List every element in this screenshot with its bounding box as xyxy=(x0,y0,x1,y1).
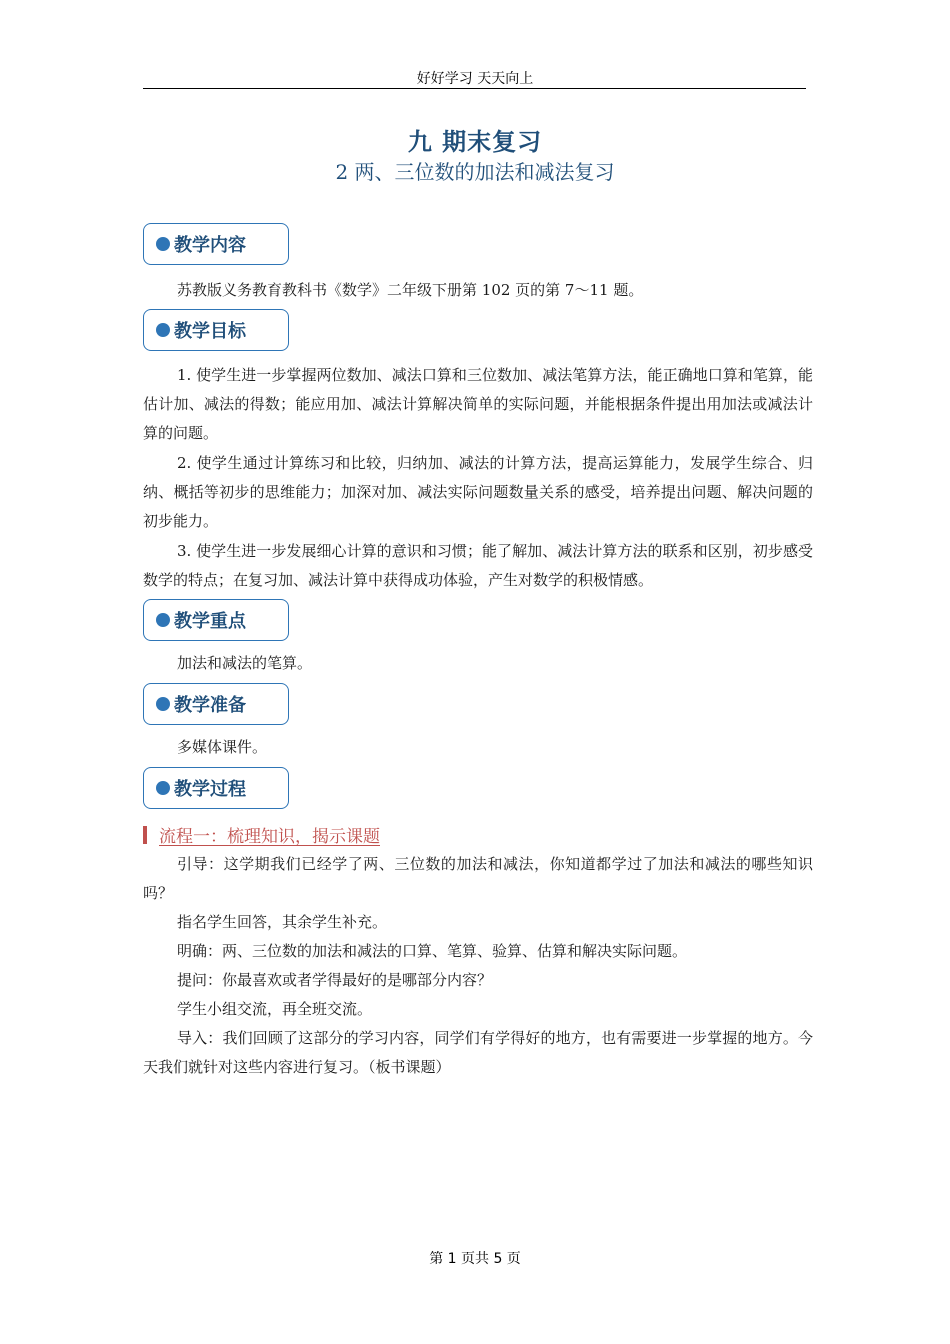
bullet-dot-icon xyxy=(156,697,170,711)
bullet-dot-icon xyxy=(156,613,170,627)
section-heading-focus xyxy=(143,599,289,641)
goal-paragraph-1: 1. 使学生进一步掌握两位数加、减法口算和三位数加、减法笔算方法，能正确地口算和笔算，能估计加、减法的得数；能应用加、减法计算解决简单的实际问题，并能根据条件提出用加法或减法计算的问题。 xyxy=(143,366,813,442)
section-label: 教学重点 xyxy=(174,611,246,632)
bullet-dot-icon xyxy=(156,323,170,337)
flow-heading xyxy=(143,822,380,847)
flow-title: 流程一：梳理知识，揭示课题 xyxy=(159,827,380,847)
section-label: 教学准备 xyxy=(174,695,246,716)
content-paragraph: 苏教版义务教育教科书《数学》二年级下册第 102 页的第 7～11 题。 xyxy=(177,281,644,299)
bullet-dot-icon xyxy=(156,237,170,251)
process-paragraph-2: 指名学生回答，其余学生补充。 xyxy=(177,913,388,931)
process-paragraph-4: 提问：你最喜欢或者学得最好的是哪部分内容？ xyxy=(177,971,493,989)
section-heading-process xyxy=(143,767,289,809)
goal-paragraph-2: 2. 使学生通过计算练习和比较，归纳加、减法的计算方法，提高运算能力，发展学生综合、归纳、概括等初步的思维能力；加深对加、减法实际问题数量关系的感受，培养提出问题、解决问题的初步能力。 xyxy=(143,454,813,530)
page-subtitle: 2 两、三位数的加法和减法复习 xyxy=(335,160,615,184)
header-rule xyxy=(143,88,806,89)
process-paragraph-1: 引导：这学期我们已经学了两、三位数的加法和减法，你知道都学过了加法和减法的哪些知识吗？ xyxy=(143,855,813,902)
section-label: 教学过程 xyxy=(174,779,246,800)
page-title: 九 期末复习 xyxy=(407,128,543,156)
section-heading-content xyxy=(143,223,289,265)
process-paragraph-6: 导入：我们回顾了这部分的学习内容，同学们有学得好的地方，也有需要进一步掌握的地方。今天我们就针对这些内容进行复习。（板书课题） xyxy=(143,1029,813,1076)
page-footer: 第 1 页共 5 页 xyxy=(429,1251,521,1267)
prep-paragraph: 多媒体课件。 xyxy=(177,738,268,756)
section-heading-goals xyxy=(143,309,289,351)
bullet-dot-icon xyxy=(156,781,170,795)
section-label: 教学目标 xyxy=(174,321,246,342)
focus-paragraph: 加法和减法的笔算。 xyxy=(177,654,313,672)
process-paragraph-5: 学生小组交流，再全班交流。 xyxy=(177,1000,373,1018)
goal-paragraph-3: 3. 使学生进一步发展细心计算的意识和习惯；能了解加、减法计算方法的联系和区别，初步感受数学的特点；在复习加、减法计算中获得成功体验，产生对数学的积极情感。 xyxy=(143,542,813,589)
flow-bar-icon xyxy=(143,826,147,844)
section-heading-prep xyxy=(143,683,289,725)
section-label: 教学内容 xyxy=(174,235,246,256)
process-paragraph-3: 明确：两、三位数的加法和减法的口算、笔算、验算、估算和解决实际问题。 xyxy=(177,942,688,960)
header-text: 好好学习 天天向上 xyxy=(416,71,534,87)
